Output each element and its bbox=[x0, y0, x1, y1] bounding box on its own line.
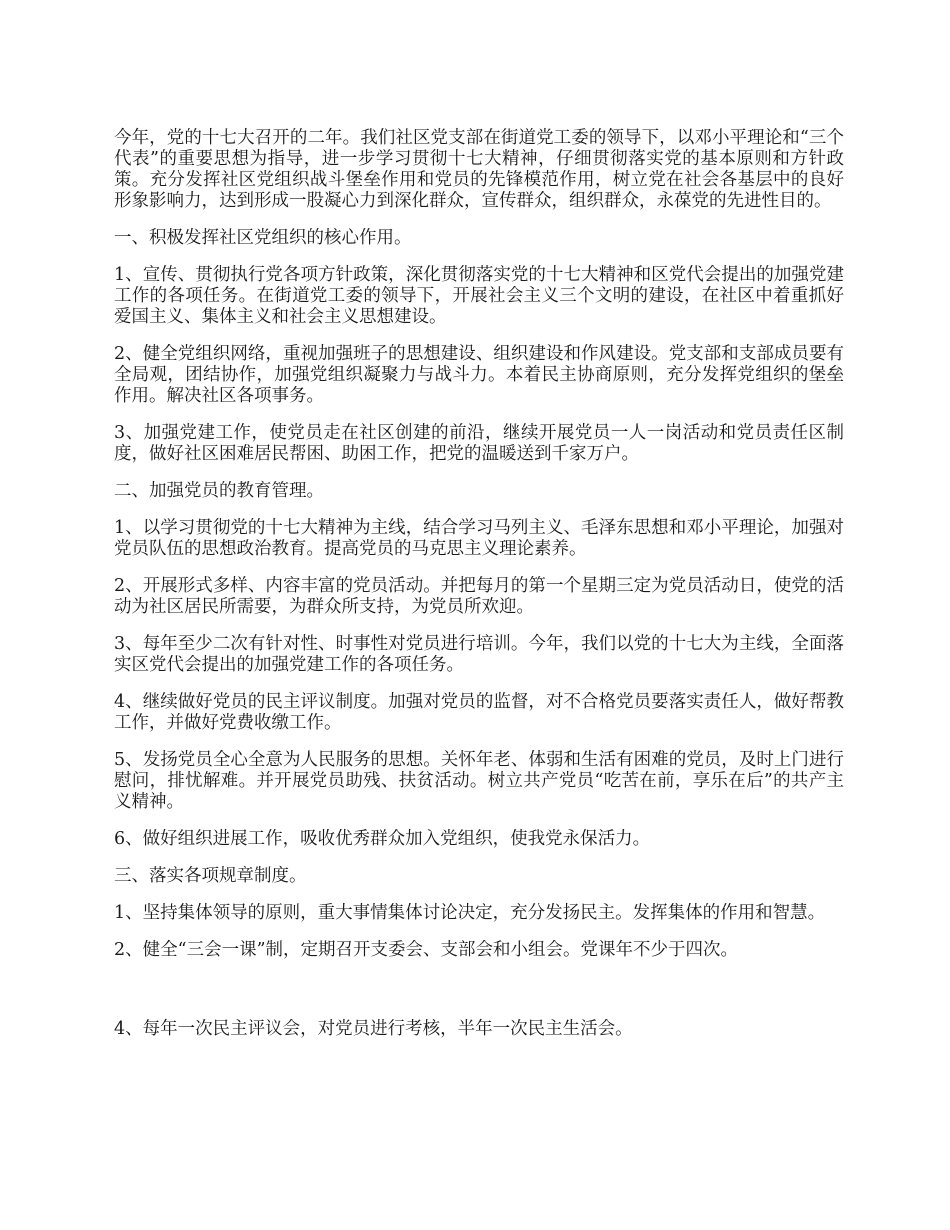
section-2-item-1: 1、以学习贯彻党的十七大精神为主线，结合学习马列主义、毛泽东思想和邓小平理论，加强对党员队伍的思想政治教育。提高党员的马克思主义理论素养。 bbox=[114, 518, 844, 559]
section-1-item-1: 1、宣传、贯彻执行党各项方针政策，深化贯彻落实党的十七大精神和区党代会提出的加强党建工作的各项任务。在街道党工委的领导下，开展社会主义三个文明的建设，在社区中着重抓好爱国主义、集体主义和社会主义思想建设。 bbox=[114, 265, 844, 327]
document-body bbox=[114, 128, 844, 1056]
section-2-item-3: 3、每年至少二次有针对性、时事性对党员进行培训。今年，我们以党的十七大为主线，全面落实区党代会提出的加强党建工作的各项任务。 bbox=[114, 634, 844, 675]
section-heading-2: 二、加强党员的教育管理。 bbox=[114, 481, 324, 501]
section-2-item-4: 4、继续做好党员的民主评议制度。加强对党员的监督，对不合格党员要落实责任人，做好帮教工作，并做好党费收缴工作。 bbox=[114, 692, 844, 733]
intro-paragraph: 今年，党的十七大召开的二年。我们社区党支部在街道党工委的领导下，以邓小平理论和“三个代表”的重要思想为指导，进一步学习贯彻十七大精神，仔细贯彻落实党的基本原则和方针政策。充分发挥社区党组织战斗堡垒作用和党员的先锋模范作用，树立党在社会各基层中的良好形象影响力，达到形成一股凝心力到深化群众，宣传群众，组织群众，永葆党的先进性目的。 bbox=[114, 128, 844, 211]
section-heading-1: 一、积极发挥社区党组织的核心作用。 bbox=[114, 228, 412, 248]
section-2-item-5: 5、发扬党员全心全意为人民服务的思想。关怀年老、体弱和生活有困难的党员，及时上门进行慰问，排忧解难。并开展党员助残、扶贫活动。树立共产党员“吃苦在前，享乐在后”的共产主义精神。 bbox=[114, 750, 844, 812]
section-3-item-2: 2、健全“三会一课”制，定期召开支委会、支部会和小组会。党课年不少于四次。 bbox=[114, 940, 739, 960]
section-2-item-2: 2、开展形式多样、内容丰富的党员活动。并把每月的第一个星期三定为党员活动日，使党的活动为社区居民所需要，为群众所支持，为党员所欢迎。 bbox=[114, 576, 844, 617]
section-3-item-1: 1、坚持集体领导的原则，重大事情集体讨论决定，充分发扬民主。发挥集体的作用和智慧。 bbox=[114, 903, 826, 923]
section-1-item-2: 2、健全党组织网络，重视加强班子的思想建设、组织建设和作风建设。党支部和支部成员要有全局观，团结协作，加强党组织凝聚力与战斗力。本着民主协商原则，充分发挥党组织的堡垒作用。解决社区各项事务。 bbox=[114, 344, 844, 406]
section-2-item-6: 6、做好组织进展工作，吸收优秀群众加入党组织，使我党永保活力。 bbox=[114, 829, 651, 849]
section-1-item-3: 3、加强党建工作，使党员走在社区创建的前沿，继续开展党员一人一岗活动和党员责任区制度，做好社区困难居民帮困、助困工作，把党的温暖送到千家万户。 bbox=[114, 423, 844, 464]
section-3-item-4: 4、每年一次民主评议会，对党员进行考核，半年一次民主生活会。 bbox=[114, 1019, 633, 1039]
section-heading-3: 三、落实各项规章制度。 bbox=[114, 866, 307, 886]
blank-gap bbox=[114, 977, 844, 1019]
